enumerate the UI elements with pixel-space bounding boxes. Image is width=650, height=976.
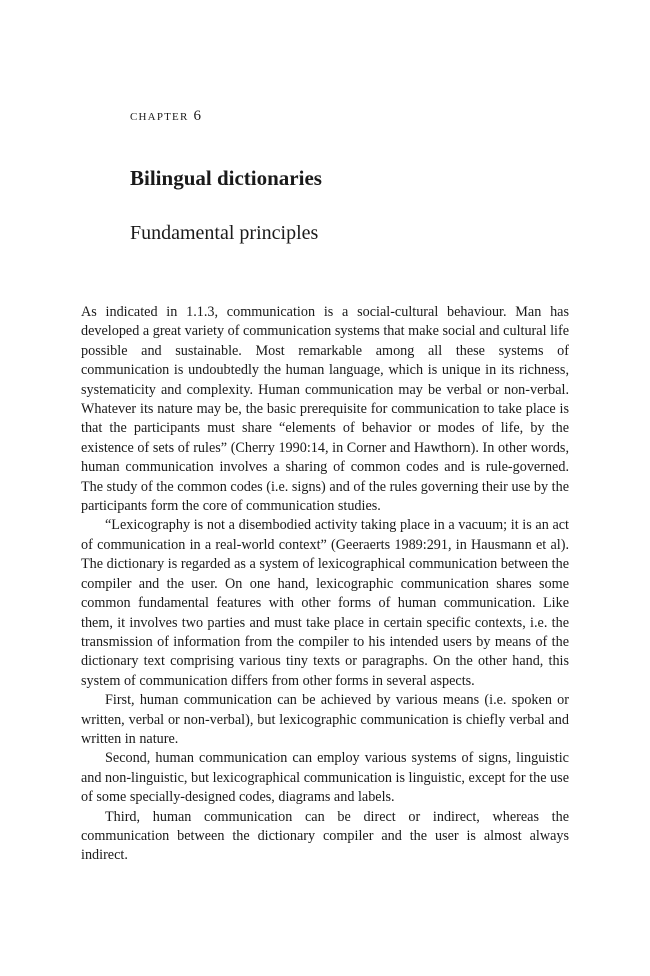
chapter-label	[130, 108, 201, 125]
paragraph: First, human communication can be achieved by various means (i.e. spoken or written, verbal or non-verbal), but lexicographic communication is chiefly verbal and written in nature.	[81, 692, 569, 747]
body-text	[81, 303, 569, 866]
chapter-label-word: chapter	[130, 108, 189, 124]
chapter-title: Bilingual dictionaries	[130, 166, 322, 190]
chapter-number: 6	[193, 108, 202, 124]
paragraph: “Lexicography is not a disembodied activity taking place in a vacuum; it is an act of communication in a real-world context” (Geeraerts 1989:291, in Hausmann et al). The dictionary is regarded as a system of lexicographical communication between the compiler and the user. On one hand, lexicographic communication shares some common fundamental features with other forms of human communication. Like them, it involves two parties and must take place in certain specific contexts, i.e. the transmission of information from the compiler to his intended users by means of the dictionary text comprising various tiny texts or paragraphs. On the other hand, this system of communication differs from other forms in several aspects.	[81, 517, 569, 689]
paragraph: Second, human communication can employ various systems of signs, linguistic and non-linguistic, but lexicographical communication is linguistic, except for the use of some specially-designed codes, diagrams and labels.	[81, 750, 569, 806]
paragraph: Third, human communication can be direct or indirect, whereas the communication between the dictionary compiler and the user is almost always indirect.	[81, 808, 569, 864]
chapter-subtitle: Fundamental principles	[130, 222, 319, 244]
paragraph: As indicated in 1.1.3, communication is a social-cultural behaviour. Man has developed a great variety of communication systems that make social and cultural life possible and sustainable. Most remarkable among all these systems of communication is undoubtedly the human language, which is unique in its richness, systematicity and complexity. Human communication may be verbal or non-verbal. Whatever its nature may be, the basic prerequisite for communication to take place is that the participants must share “elements of behavior or modes of life, by the existence of sets of rules” (Cherry 1990:14, in Corner and Hawthorn). In other words, human communication involves a sharing of common codes and is rule-governed. The study of the common codes (i.e. signs) and of the rules governing their use by the participants form the core of communication studies.	[81, 304, 569, 515]
